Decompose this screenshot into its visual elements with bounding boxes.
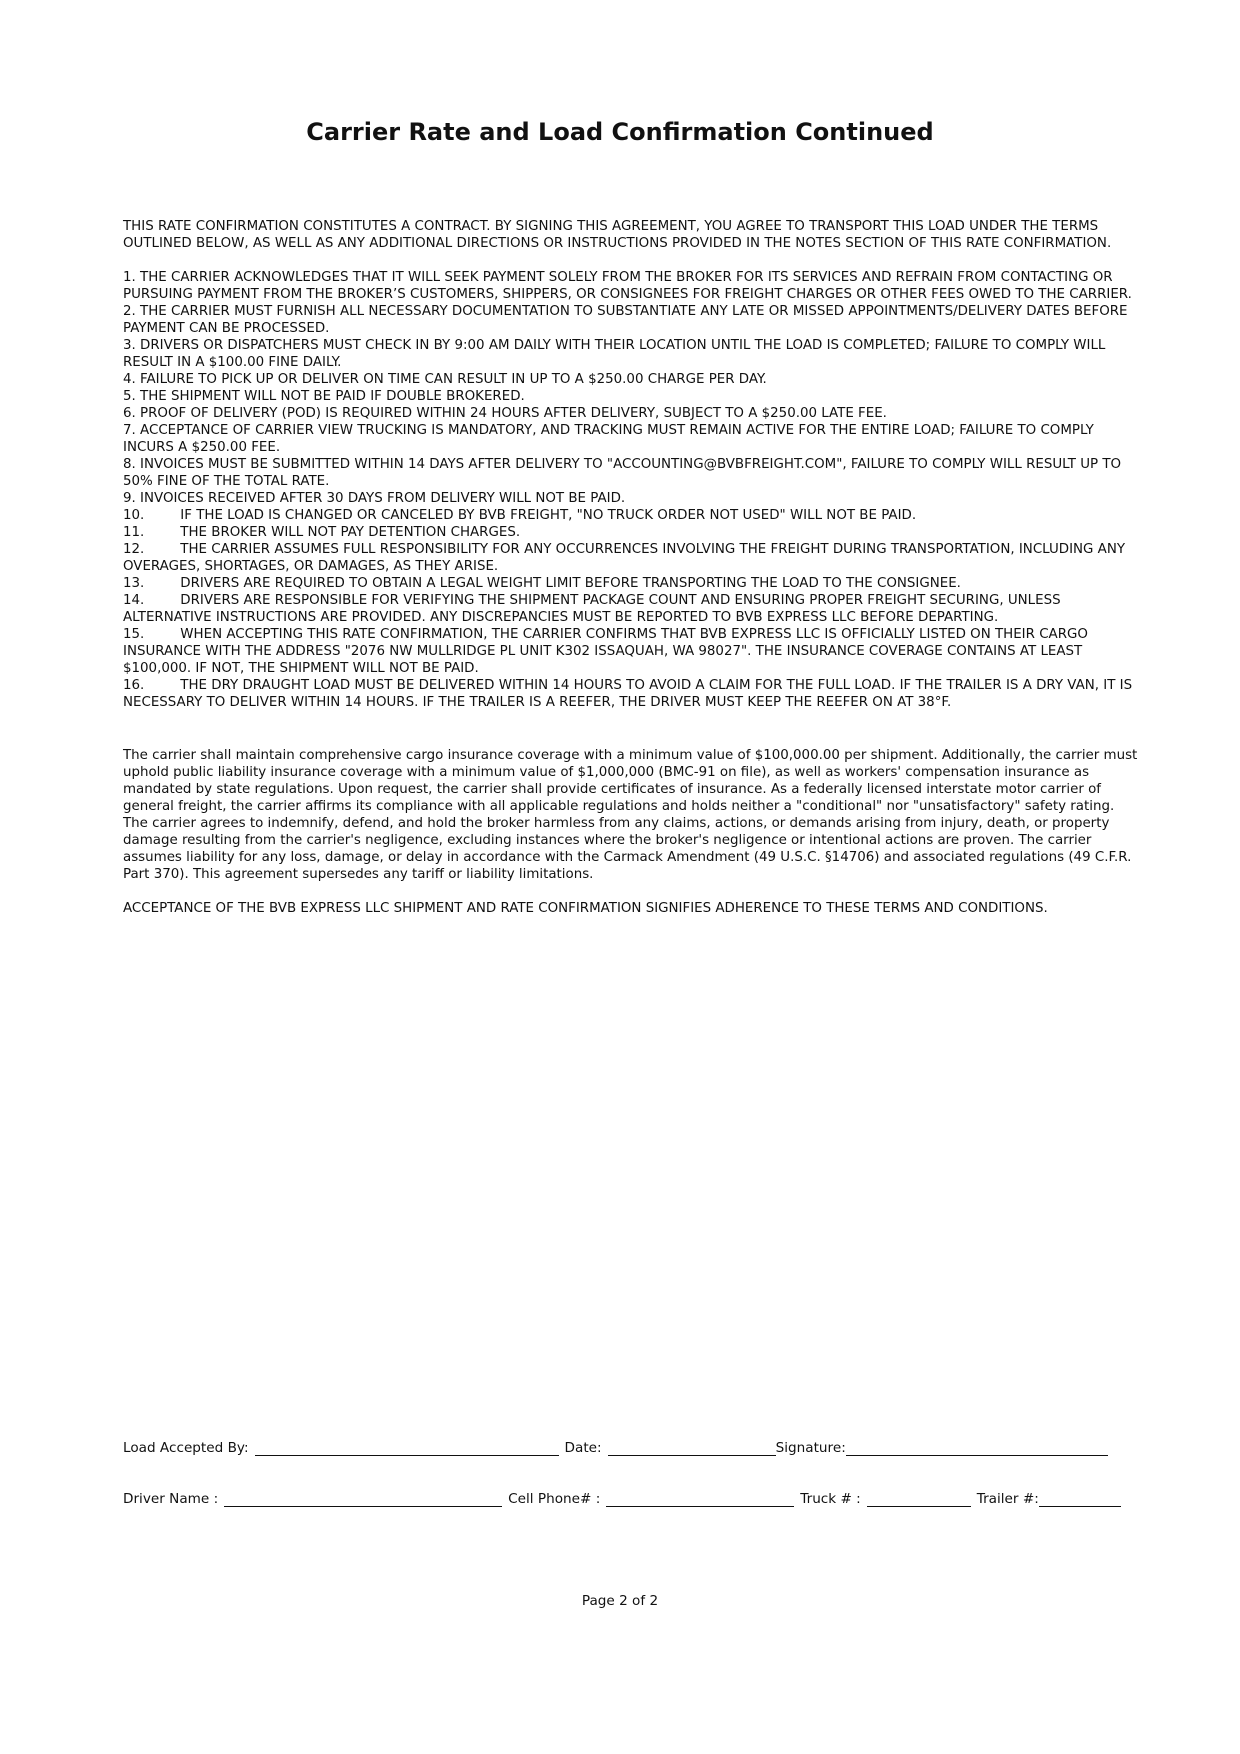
term-item — [123, 337, 1143, 371]
term-text: INVOICES RECEIVED AFTER 30 DAYS FROM DELIVERY WILL NOT BE PAID. — [140, 491, 626, 506]
term-item — [123, 269, 1143, 303]
term-item — [123, 388, 1143, 405]
term-number: 15. — [123, 627, 145, 642]
term-item — [123, 575, 1143, 592]
term-number: 6. — [123, 406, 136, 421]
term-number: 9. — [123, 491, 136, 506]
load-accepted-by-label: Load Accepted By: — [123, 1440, 249, 1456]
insurance-paragraph: The carrier shall maintain comprehensive cargo insurance coverage with a minimum value of $100,000.00 per shipment. Additionally, the carrier must uphold public liability insurance coverage with a minimum value of $1,000,000 (BMC-91 on file), as well as workers' compensation insurance as mandated by state regulations. Upon request, the carrier shall provide certificates of insurance. As a federally licensed interstate motor carrier of general freight, the carrier affirms its compliance with all applicable regulations and holds neither a "conditional" nor "unsatisfactory" safety rating. The carrier agrees to indemnify, defend, and hold the broker harmless from any claims, actions, or demands arising from injury, death, or property damage resulting from the carrier's negligence, excluding instances where the broker's negligence or intentional actions are proven. The carrier assumes liability for any loss, damage, or delay in accordance with the Carmack Amendment (49 U.S.C. §14706) and associated regulations (49 C.F.R. Part 370). This agreement supersedes any tariff or liability limitations. — [123, 748, 1138, 882]
driver-name-line[interactable] — [224, 1492, 502, 1507]
term-number: 4. — [123, 372, 136, 387]
term-number: 7. — [123, 423, 136, 438]
term-text: DRIVERS ARE REQUIRED TO OBTAIN A LEGAL WEIGHT LIMIT BEFORE TRANSPORTING THE LOAD TO THE CONSIGNEE. — [180, 576, 961, 591]
term-text: DRIVERS ARE RESPONSIBLE FOR VERIFYING THE SHIPMENT PACKAGE COUNT AND ENSURING PROPER FREIGHT SECURING, UNLESS ALTERNATIVE INSTRUCTIONS ARE PROVIDED. ANY DISCREPANCIES MUST BE REPORTED TO BVB EXPRESS LLC BEFORE DEPARTING. — [123, 593, 1061, 625]
term-item — [123, 456, 1143, 490]
document-title: Carrier Rate and Load Confirmation Continued — [306, 118, 934, 146]
term-text: WHEN ACCEPTING THIS RATE CONFIRMATION, THE CARRIER CONFIRMS THAT BVB EXPRESS LLC IS OFFICIALLY LISTED ON THEIR CARGO INSURANCE WITH THE ADDRESS "2076 NW MULLRIDGE PL UNIT K302 ISSAQUAH, WA 98027". THE INSURANCE COVERAGE CONTAINS AT LEAST $100,000. IF NOT, THE SHIPMENT WILL NOT BE PAID. — [123, 627, 1088, 676]
term-item — [123, 303, 1143, 337]
term-text: DRIVERS OR DISPATCHERS MUST CHECK IN BY 9:00 AM DAILY WITH THEIR LOCATION UNTIL THE LOAD IS COMPLETED; FAILURE TO COMPLY WILL RESULT IN A $100.00 FINE DAILY. — [123, 338, 1106, 370]
term-item — [123, 626, 1143, 677]
term-text: INVOICES MUST BE SUBMITTED WITHIN 14 DAYS AFTER DELIVERY TO "ACCOUNTING@BVBFREIGHT.COM", FAILURE TO COMPLY WILL RESULT UP TO 50% FINE OF THE TOTAL RATE. — [123, 457, 1122, 489]
page-number: Page 2 of 2 — [581, 1593, 659, 1609]
signature-row-1 — [123, 1440, 1143, 1456]
truck-number-line[interactable] — [867, 1492, 971, 1507]
term-number: 16. — [123, 678, 145, 693]
term-number: 11. — [123, 525, 145, 540]
term-number: 3. — [123, 338, 136, 353]
term-text: IF THE LOAD IS CHANGED OR CANCELED BY BVB FREIGHT, "NO TRUCK ORDER NOT USED" WILL NOT BE PAID. — [180, 508, 917, 523]
term-text: THE CARRIER ASSUMES FULL RESPONSIBILITY FOR ANY OCCURRENCES INVOLVING THE FREIGHT DURING TRANSPORTATION, INCLUDING ANY OVERAGES, SHORTAGES, OR DAMAGES, AS THEY ARISE. — [123, 542, 1126, 574]
term-number: 12. — [123, 542, 145, 557]
term-text: THE CARRIER ACKNOWLEDGES THAT IT WILL SEEK PAYMENT SOLELY FROM THE BROKER FOR ITS SERVICES AND REFRAIN FROM CONTACTING OR PURSUING PAYMENT FROM THE BROKER’S CUSTOMERS, SHIPPERS, OR CONSIGNEES FOR FREIGHT CHARGES OR OTHER FEES OWED TO THE CARRIER. — [123, 270, 1132, 302]
term-text: PROOF OF DELIVERY (POD) IS REQUIRED WITHIN 24 HOURS AFTER DELIVERY, SUBJECT TO A $250.00 LATE FEE. — [140, 406, 887, 421]
term-item — [123, 541, 1143, 575]
term-text: ACCEPTANCE OF CARRIER VIEW TRUCKING IS MANDATORY, AND TRACKING MUST REMAIN ACTIVE FOR THE ENTIRE LOAD; FAILURE TO COMPLY INCURS A $250.00 FEE. — [123, 423, 1094, 455]
intro-paragraph: THIS RATE CONFIRMATION CONSTITUTES A CONTRACT. BY SIGNING THIS AGREEMENT, YOU AGREE TO TRANSPORT THIS LOAD UNDER THE TERMS OUTLINED BELOW, AS WELL AS ANY ADDITIONAL DIRECTIONS OR INSTRUCTIONS PROVIDED IN THE NOTES SECTION OF THIS RATE CONFIRMATION. — [123, 219, 1112, 251]
term-number: 1. — [123, 270, 136, 285]
term-text: FAILURE TO PICK UP OR DELIVER ON TIME CAN RESULT IN UP TO A $250.00 CHARGE PER DAY. — [140, 372, 767, 387]
acceptance-statement: ACCEPTANCE OF THE BVB EXPRESS LLC SHIPMENT AND RATE CONFIRMATION SIGNIFIES ADHERENCE TO THESE TERMS AND CONDITIONS. — [123, 901, 1048, 916]
term-item — [123, 524, 1143, 541]
term-item — [123, 677, 1143, 711]
term-text: THE CARRIER MUST FURNISH ALL NECESSARY DOCUMENTATION TO SUBSTANTIATE ANY LATE OR MISSED APPOINTMENTS/DELIVERY DATES BEFORE PAYMENT CAN BE PROCESSED. — [123, 304, 1128, 336]
trailer-number-line[interactable] — [1039, 1492, 1121, 1507]
driver-name-label: Driver Name : — [123, 1491, 219, 1507]
date-line[interactable] — [608, 1441, 776, 1456]
trailer-number-label: Trailer #: — [976, 1491, 1039, 1507]
term-text: THE DRY DRAUGHT LOAD MUST BE DELIVERED WITHIN 14 HOURS TO AVOID A CLAIM FOR THE FULL LOAD. IF THE TRAILER IS A DRY VAN, IT IS NECESSARY TO DELIVER WITHIN 14 HOURS. IF THE TRAILER IS A REEFER, THE DRIVER MUST KEEP THE REEFER ON AT 38°F. — [123, 678, 1133, 710]
term-text: THE BROKER WILL NOT PAY DETENTION CHARGES. — [180, 525, 521, 540]
signature-row-2 — [123, 1491, 1143, 1507]
term-text: THE SHIPMENT WILL NOT BE PAID IF DOUBLE BROKERED. — [140, 389, 525, 404]
document-body — [123, 218, 1143, 917]
term-number: 8. — [123, 457, 136, 472]
term-number: 13. — [123, 576, 145, 591]
load-accepted-by-line[interactable] — [255, 1441, 559, 1456]
term-number: 14. — [123, 593, 145, 608]
date-label: Date: — [564, 1440, 602, 1456]
term-number: 5. — [123, 389, 136, 404]
term-number: 2. — [123, 304, 136, 319]
term-item — [123, 507, 1143, 524]
term-item — [123, 371, 1143, 388]
terms-list — [123, 269, 1143, 711]
term-item — [123, 405, 1143, 422]
signature-label: Signature: — [775, 1440, 846, 1456]
term-item — [123, 422, 1143, 456]
cell-phone-label: Cell Phone# : — [508, 1491, 601, 1507]
cell-phone-line[interactable] — [606, 1492, 794, 1507]
term-number: 10. — [123, 508, 145, 523]
truck-number-label: Truck # : — [800, 1491, 861, 1507]
term-item — [123, 490, 1143, 507]
term-item — [123, 592, 1143, 626]
signature-line[interactable] — [846, 1441, 1108, 1456]
